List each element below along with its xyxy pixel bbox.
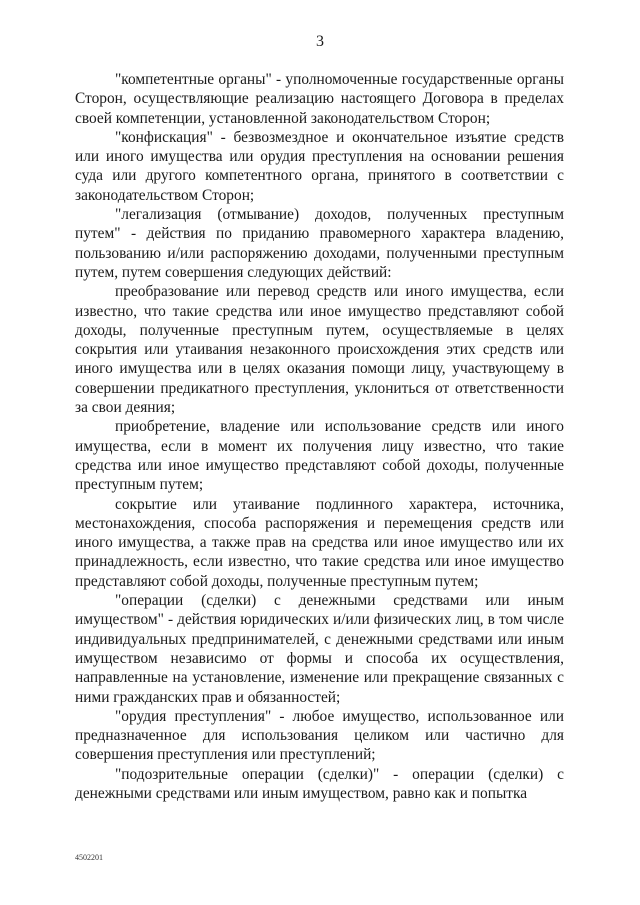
page-number: 3 [316,33,324,50]
laundering-action-conversion: преобразование или перевод средств или иного имущества, если известно, что такие средства или иное имущество представляют собой доходы, полученные преступным путем, осуществляемые в целях сокрытия или утаивания незаконного происхождения этих средств или иного имущества или в целях оказания помощи лицу, участвующему в совершении предикатного преступления, уклониться от ответственности за свои деяния; [75,283,564,417]
laundering-action-acquisition: приобретение, владение или использование средств или иного имущества, если в момент их получения лицу известно, что такие средства или иное имущество представляют собой доходы, полученные преступным путем; [75,418,564,494]
definition-competent-authorities: "компетентные органы" - уполномоченные государственные органы Сторон, осуществляющие реализацию настоящего Договора в пределах своей компетенции, установленной законодательством Сторон; [75,71,564,127]
document-code: 4502201 [75,853,103,862]
definition-suspicious-transactions: "подозрительные операции (сделки)" - операции (сделки) с денежными средствами или иным имуществом, равно как и попытка [75,765,564,802]
document-body [75,70,564,803]
laundering-action-concealment: сокрытие или утаивание подлинного характера, источника, местонахождения, способа распоряжения и перемещения средств или иного имущества, а также прав на средства или иное имущество или их принадлежность, если известно, что такие средства или иное имущество представляют собой доходы, полученные преступным путем; [75,495,564,590]
definition-instruments-of-crime: "орудия преступления" - любое имущество, использованное или предназначенное для использования целиком или частично для совершения преступления или преступлений; [75,707,564,764]
definition-transactions: "операции (сделки) с денежными средствами или иным имуществом" - действия юридических и/или физических лиц, в том числе индивидуальных предпринимателей, с денежными средствами или иным имуществом независимо от формы и способа их осуществления, направленные на установление, изменение или прекращение связанных с ними гражданских прав и обязанностей; [75,592,564,706]
definition-money-laundering: "легализация (отмывание) доходов, полученных преступным путем" - действия по приданию правомерного характера владению, пользованию и/или распоряжению доходами, полученными преступным путем, путем совершения следующих действий: [75,206,564,281]
definition-confiscation: "конфискация" - безвозмездное и окончательное изъятие средств или иного имущества или орудия преступления на основании решения суда или другого компетентного органа, принятого в соответствии с законодательством Сторон; [75,128,564,204]
